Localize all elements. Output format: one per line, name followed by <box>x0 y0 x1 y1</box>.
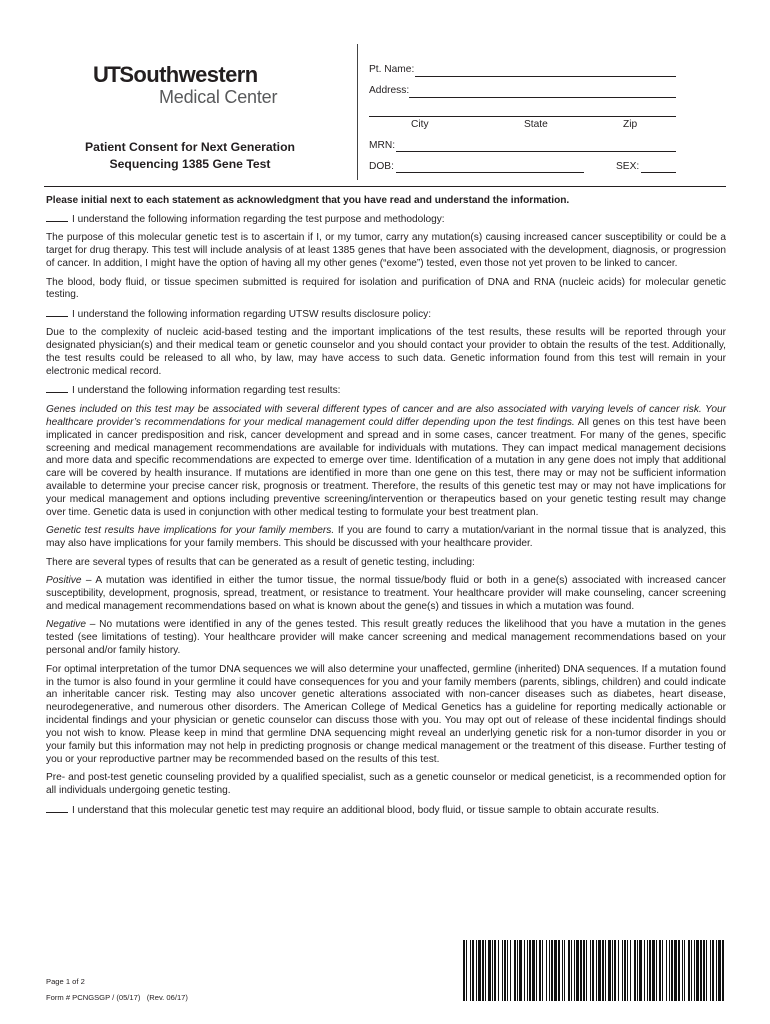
barcode-bar <box>608 940 611 1001</box>
paragraph-purpose: The purpose of this molecular genetic test is to ascertain if I, or my tumor, carry any mutation(s) causing increased cancer susceptibility or could be a target for drug therapy. This test will include analysis of at least 1385 genes that have been associated with the development, diagnosis, or progression of cancer. In addition, I might have the option of having all my other genes (“exome”) tested, even those not yet proven to be linked to cancer. <box>46 232 726 270</box>
barcode-image <box>463 940 725 1001</box>
header-divider <box>357 44 358 180</box>
barcode-bar <box>564 940 565 1001</box>
logo-medical-center: Medical Center <box>159 87 278 107</box>
ack-purpose: I understand the following information regarding the test purpose and methodology: <box>46 213 726 227</box>
paragraph-germline: For optimal interpretation of the tumor DNA sequences we will also determine your unaffected, germline (inherited) DNA sequences. If a mutation found in the tumor is also found in your germline it could have consequences for you and your family members (parents, siblings, children) and could indicate an inheritable cancer risk. Testing may also uncover genetic alterations associated with non-cancer diseases such as diabetes, heart disease, neurodegenerative, and numerous other disorders. The American College of Medical Genetics has a guideline for reporting medically actionable or incidental findings and your physician or genetic counselor can discuss those with you. You may opt out of release of these incidental findings should you not wish to know. Please keep in mind that germline DNA sequencing might reveal an underlying genetic risk for a non-tumor disorder in you or your family but this information may not help in predicting prognosis or change medical management or the treatment of this disease. Further testing of you or your reproductive partner may be recommended based on the results of this test. <box>46 663 726 765</box>
barcode-bar <box>472 940 474 1001</box>
barcode-bar <box>568 940 570 1001</box>
form-title-line2: Sequencing 1385 Gene Test <box>109 157 271 171</box>
barcode-bar <box>554 940 557 1001</box>
barcode-bar <box>684 940 685 1001</box>
barcode-bar <box>678 940 680 1001</box>
barcode-bar <box>716 940 717 1001</box>
barcode-bar <box>706 940 707 1001</box>
barcode-bar <box>647 940 648 1001</box>
dob-line[interactable] <box>396 172 584 173</box>
barcode-bar <box>718 940 721 1001</box>
consent-body <box>46 195 726 823</box>
barcode-bar <box>470 940 471 1001</box>
initial-blank[interactable] <box>46 308 68 317</box>
paragraph-positive: Positive – A mutation was identified in either the tumor tissue, the normal tissue/body fluid or both in a gene(s) associated with increased cancer susceptibility, development, prognosis, spread, treatment, or resistance to treatment. Your healthcare provider will make counseling, cancer screening and medical management recommendations based on what is known about the gene(s) and tissues in which a mutation was found. <box>46 575 726 612</box>
barcode-bar <box>536 940 537 1001</box>
form-title-line1: Patient Consent for Next Generation <box>85 140 295 154</box>
barcode-bar <box>524 940 525 1001</box>
initial-blank[interactable] <box>46 213 68 222</box>
barcode-bar <box>576 940 579 1001</box>
initial-blank[interactable] <box>46 384 68 393</box>
initial-blank[interactable] <box>46 804 68 813</box>
barcode-bar <box>630 940 631 1001</box>
instruction-text: Please initial next to each statement as acknowledgment that you have read and understand the information. <box>46 195 570 206</box>
barcode-bar <box>694 940 695 1001</box>
barcode-bar <box>634 940 636 1001</box>
barcode-bar <box>614 940 616 1001</box>
barcode-bar <box>703 940 705 1001</box>
barcode-bar <box>710 940 711 1001</box>
barcode-bar <box>502 940 503 1001</box>
barcode-bar <box>590 940 591 1001</box>
logo-ut-southwestern: UTSouthwestern <box>93 62 258 87</box>
barcode-bar <box>682 940 683 1001</box>
barcode-bar <box>551 940 553 1001</box>
barcode-bar <box>498 940 499 1001</box>
barcode-bar <box>510 940 511 1001</box>
barcode-bar <box>463 940 465 1001</box>
barcode-bar <box>652 940 655 1001</box>
barcode-bar <box>507 940 508 1001</box>
barcode-bar <box>549 940 550 1001</box>
barcode-bar <box>674 940 677 1001</box>
barcode-bar <box>691 940 692 1001</box>
paragraph-genes: Genes included on this test may be associated with several different types of cancer and are also associated with varying levels of cancer risk. Your healthcare provider’s recommendations for your medical management could differ depending upon the test findings. All genes on this test have been implicated in cancer predisposition and risk, cancer development and spread and in some cases, cancer treatment. For many of the genes, specific screening and medical management recommendations are available for individuals with mutations. They can impact medical management decisions and more data and specific recommendations are expected to emerge over time. Identification of a mutation in any gene does not imply that additional care will be covered by health insurance. If mutations are identified in more than one gene on this test, there may or may not be sufficient information available to determine your precise cancer risk, prognosis or treatment. Therefore, the results of this genetic test may or may not have implications for your medical management and options including preventive screening/intervention or therapeutics based on your genetic testing result may change over time. Genetic data is used in conjunction with other medical testing to formulate your best treatment plan. <box>46 403 726 519</box>
paragraph-specimen: The blood, body fluid, or tissue specimen submitted is required for isolation and purification of DNA and RNA (nucleic acids) for molecular genetic testing. <box>46 276 726 301</box>
barcode-bar <box>627 940 628 1001</box>
barcode-bar <box>671 940 673 1001</box>
sex-label: SEX: <box>616 161 640 172</box>
barcode-bar <box>527 940 528 1001</box>
barcode-bar <box>504 940 506 1001</box>
barcode-bar <box>700 940 702 1001</box>
barcode-bar <box>712 940 714 1001</box>
barcode-bar <box>637 940 638 1001</box>
barcode-bar <box>639 940 642 1001</box>
barcode-bar <box>492 940 493 1001</box>
barcode-bar <box>612 940 613 1001</box>
barcode-bar <box>542 940 543 1001</box>
form-number: Form # PCNGSGP / (05/17) (Rev. 06/17) <box>46 993 188 1002</box>
barcode-bar <box>478 940 481 1001</box>
barcode-bar <box>618 940 619 1001</box>
barcode-bar <box>539 940 541 1001</box>
barcode-bar <box>666 940 667 1001</box>
barcode-bar <box>656 940 657 1001</box>
header-rule <box>44 186 726 187</box>
dob-label: DOB: <box>369 161 394 172</box>
sex-line[interactable] <box>641 172 676 173</box>
barcode-bar <box>624 940 626 1001</box>
form-title <box>60 139 320 173</box>
barcode-bar <box>580 940 582 1001</box>
barcode-bar <box>596 940 597 1001</box>
paragraph-result-types: There are several types of results that can be generated as a result of genetic testing, including: <box>46 556 475 568</box>
address-line[interactable] <box>409 97 676 98</box>
ack-additional-sample: I understand that this molecular genetic test may require an additional blood, body fluid, or tissue sample to obtain accurate results. <box>46 804 726 818</box>
barcode-bar <box>662 940 663 1001</box>
barcode-bar <box>696 940 699 1001</box>
barcode-bar <box>488 940 491 1001</box>
barcode-bar <box>586 940 587 1001</box>
barcode-bar <box>558 940 560 1001</box>
barcode-bar <box>532 940 535 1001</box>
barcode-bar <box>476 940 477 1001</box>
pt-name-label: Pt. Name: <box>369 64 415 75</box>
barcode-bar <box>466 940 467 1001</box>
city-label: City <box>411 119 429 130</box>
barcode-bar <box>519 940 522 1001</box>
address-label: Address: <box>369 85 410 96</box>
ack-results: I understand the following information regarding test results: <box>46 384 726 398</box>
pt-name-line[interactable] <box>415 76 676 77</box>
zip-label: Zip <box>623 119 638 130</box>
barcode-bar <box>649 940 651 1001</box>
barcode-bar <box>659 940 661 1001</box>
barcode-bar <box>605 940 606 1001</box>
barcode-bar <box>602 940 604 1001</box>
ack-disclosure: I understand the following information regarding UTSW results disclosure policy: <box>46 308 726 322</box>
barcode-bar <box>494 940 496 1001</box>
state-label: State <box>524 119 548 130</box>
barcode-bar <box>598 940 601 1001</box>
barcode-bar <box>644 940 645 1001</box>
barcode-bar <box>722 940 724 1001</box>
barcode-bar <box>482 940 484 1001</box>
barcode-bar <box>669 940 670 1001</box>
barcode-bar <box>574 940 575 1001</box>
barcode-bar <box>546 940 547 1001</box>
barcode-bar <box>622 940 623 1001</box>
mrn-line[interactable] <box>396 151 676 152</box>
paragraph-negative: Negative – No mutations were identified in any of the genes tested. This result greatly reduces the likelihood that you have a mutation in the genes tested (see limitations of testing). Your healthcare provider will make cancer screening and medical management recommendations based on your personal and/or family history. <box>46 619 726 657</box>
barcode-bar <box>583 940 585 1001</box>
barcode-bar <box>514 940 516 1001</box>
page-number: Page 1 of 2 <box>46 977 85 986</box>
barcode-bar <box>562 940 563 1001</box>
barcode-bar <box>592 940 594 1001</box>
paragraph-counseling: Pre- and post-test genetic counseling provided by a qualified specialist, such as a genetic counselor or medical geneticist, is a recommended option for all individuals undergoing genetic testing. <box>46 772 726 797</box>
barcode-bar <box>517 940 518 1001</box>
mrn-label: MRN: <box>369 140 396 151</box>
barcode-bar <box>688 940 690 1001</box>
paragraph-family: Genetic test results have implications for your family members. If you are found to carry a mutation/variant in the normal tissue that is analyzed, this may also have implications for your family members. This should be discussed with your healthcare provider. <box>46 525 726 550</box>
paragraph-disclosure: Due to the complexity of nucleic acid-based testing and the important implications of the test results, these results will be reported through your designated physician(s) and their medical team or genetic counselor and you should contact your provider to obtain the results of the test. Additionally, the test results could be released to all who, by law, may have access to such data. Genetic information found from this test will remain in your electronic medical record. <box>46 327 726 377</box>
barcode-bar <box>529 940 531 1001</box>
barcode-bar <box>571 940 572 1001</box>
barcode-bar <box>485 940 486 1001</box>
address-line-2[interactable] <box>369 116 676 117</box>
